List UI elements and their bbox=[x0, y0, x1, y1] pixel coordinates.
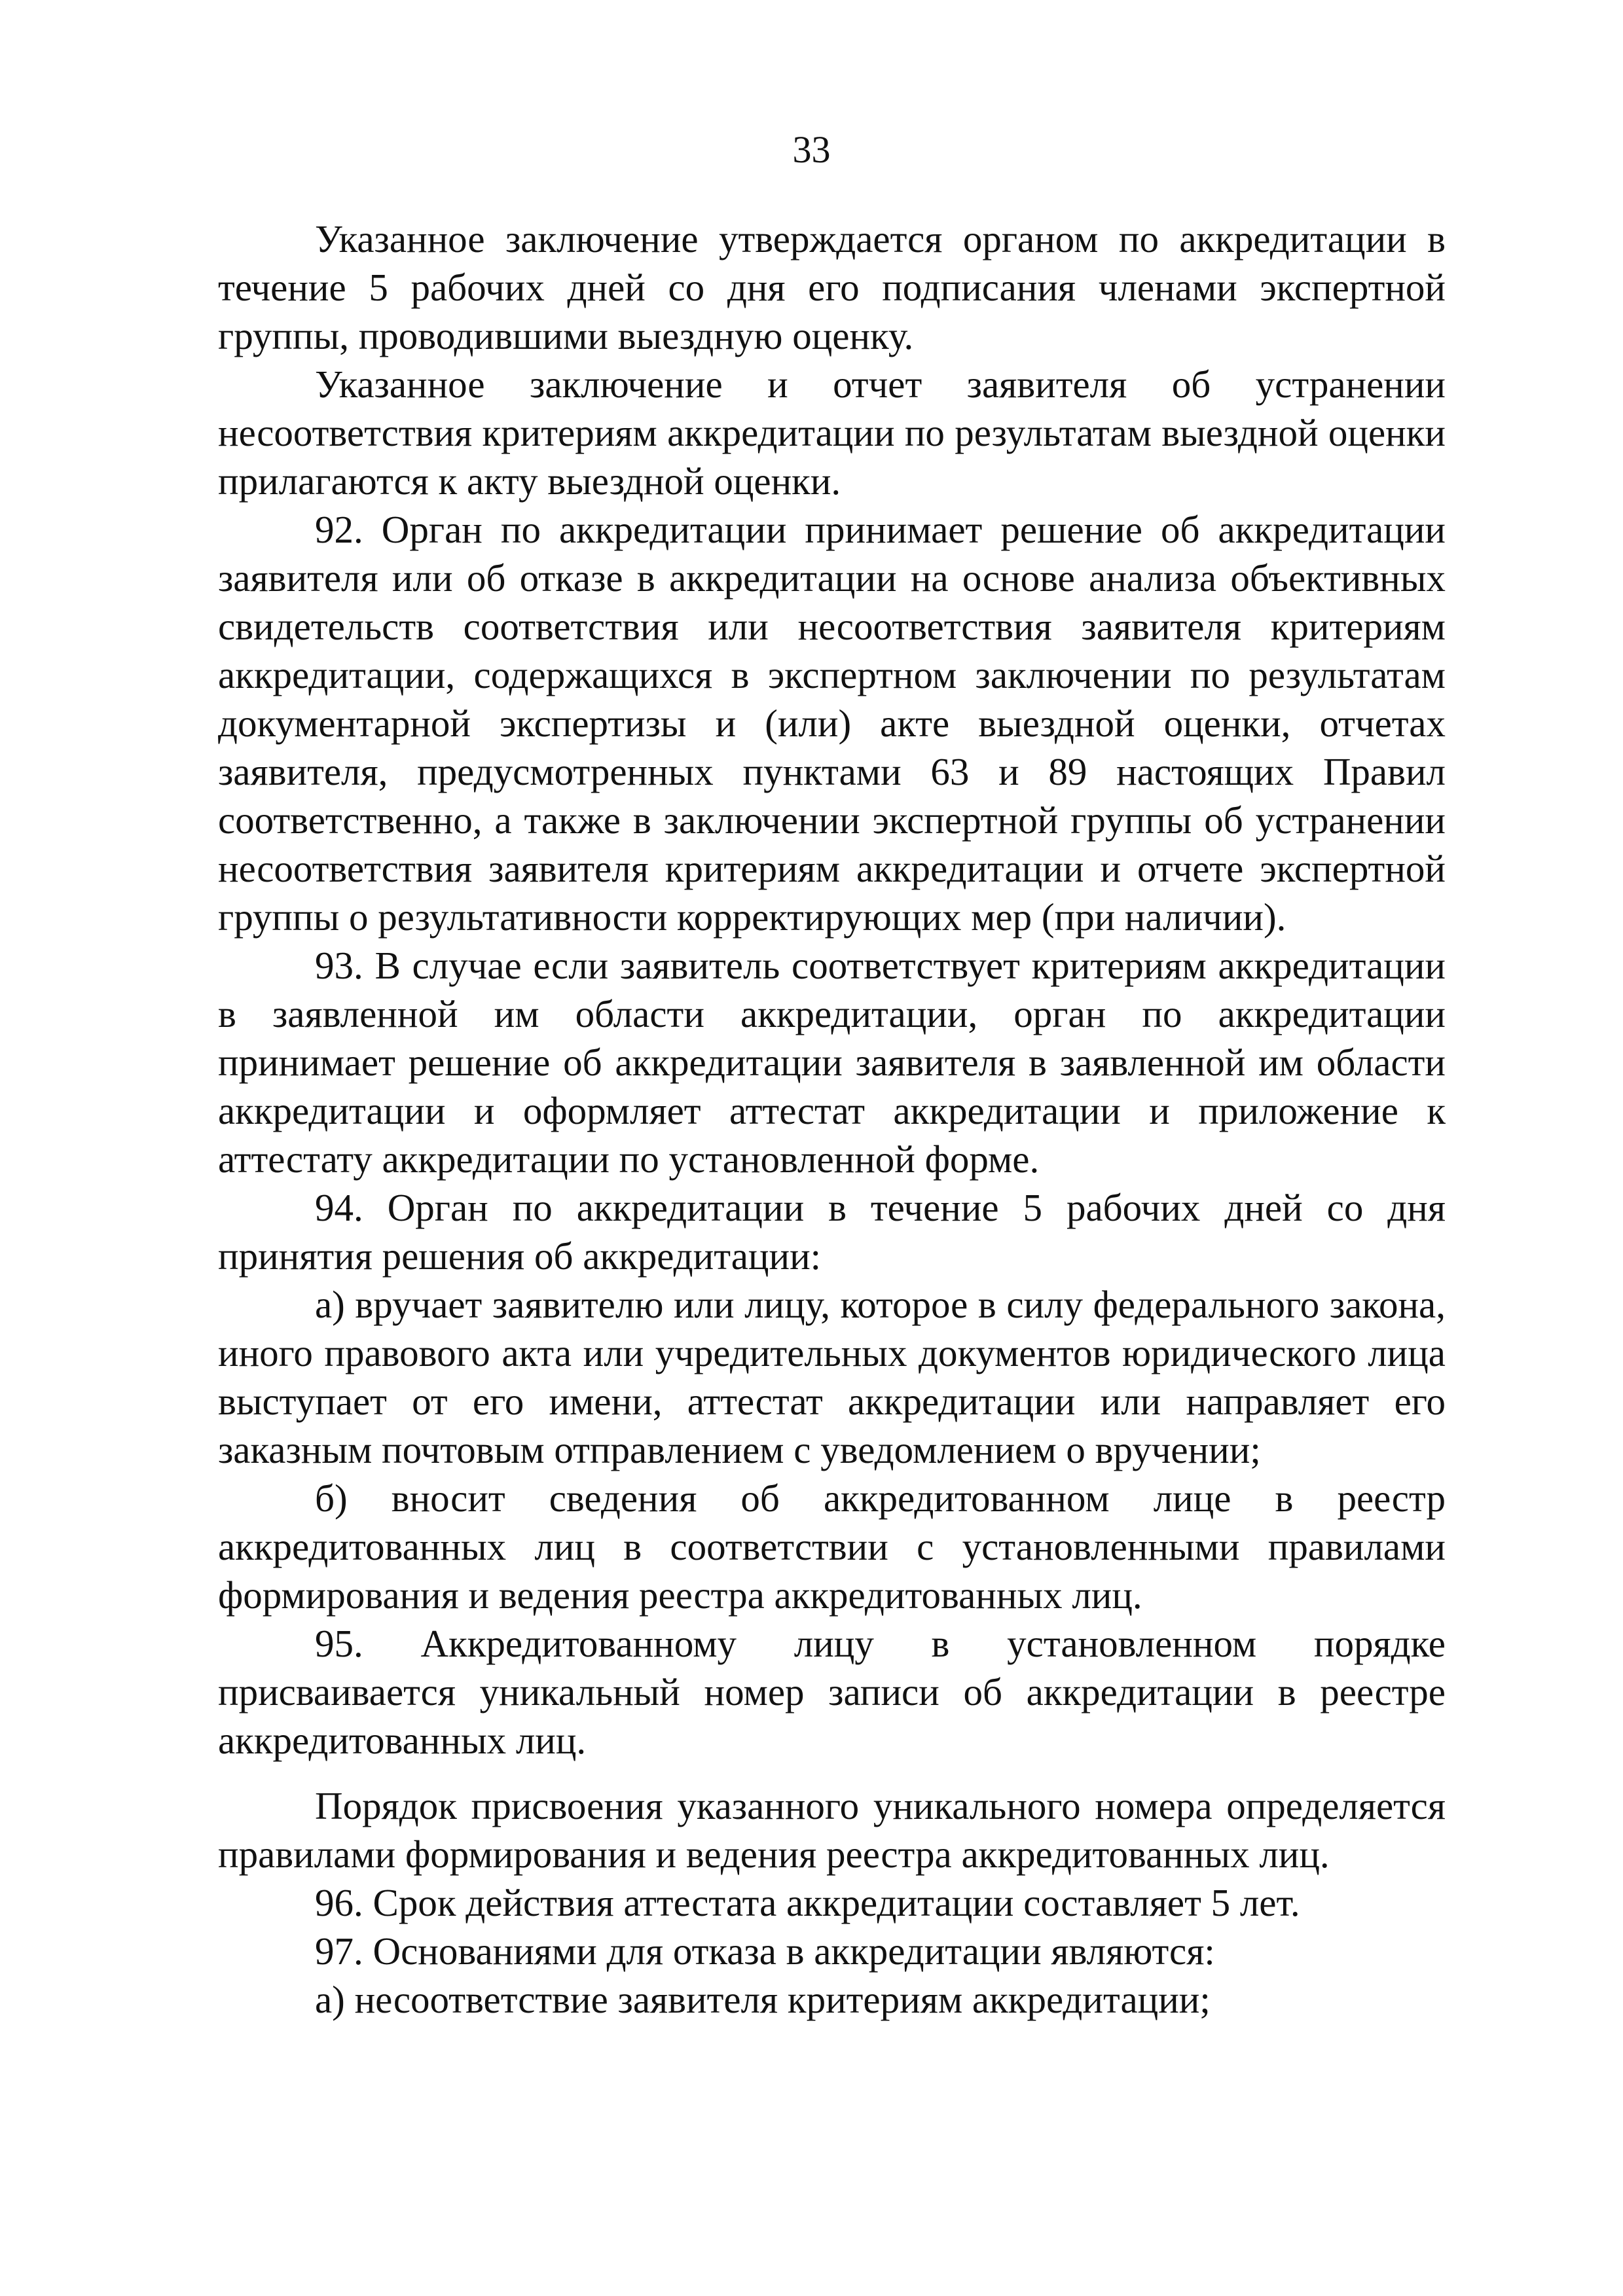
paragraph-clause-94-b: б) вносит сведения об аккредитованном лице в реестр аккредитованных лиц в соответствии с установленными правилами формирования и ведения реестра аккредитованных лиц. bbox=[218, 1477, 1446, 1617]
document-body bbox=[218, 215, 1446, 2024]
paragraph-clause-94: 94. Орган по аккредитации в течение 5 рабочих дней со дня принятия решения об аккредитации: bbox=[218, 1186, 1446, 1278]
paragraph-clause-93: 93. В случае если заявитель соответствует критериям аккредитации в заявленной им области аккредитации, орган по аккредитации принимает решение об аккредитации заявителя в заявленной им области аккредитации и оформляет аттестат аккредитации и приложение к аттестату аккредитации по установленной форме. bbox=[218, 944, 1446, 1181]
paragraph-clause-95: 95. Аккредитованному лицу в установленном порядке присваивается уникальный номер записи об аккредитации в реестре аккредитованных лиц. bbox=[218, 1622, 1446, 1762]
paragraph-number-assignment: Порядок присвоения указанного уникального номера определяется правилами формирования и ведения реестра аккредитованных лиц. bbox=[218, 1784, 1446, 1876]
paragraph-clause-97: 97. Основаниями для отказа в аккредитации являются: bbox=[315, 1929, 1215, 1973]
page-number: 33 bbox=[792, 128, 831, 171]
paragraph-conclusion-approval: Указанное заключение утверждается органом по аккредитации в течение 5 рабочих дней со дня его подписания членами экспертной группы, проводившими выездную оценку. bbox=[218, 217, 1446, 357]
paragraph-clause-96: 96. Срок действия аттестата аккредитации составляет 5 лет. bbox=[315, 1881, 1300, 1924]
paragraph-conclusion-attachment: Указанное заключение и отчет заявителя об устранении несоответствия критериям аккредитации по результатам выездной оценки прилагаются к акту выездной оценки. bbox=[218, 363, 1446, 503]
paragraph-clause-92: 92. Орган по аккредитации принимает решение об аккредитации заявителя или об отказе в аккредитации на основе анализа объективных свидетельств соответствия или несоответствия заявителя критериям аккредитации, содержащихся в экспертном заключении по результатам документарной экспертизы и (или) акте выездной оценки, отчетах заявителя, предусмотренных пунктами 63 и 89 настоящих Правил соответственно, а также в заключении экспертной группы об устранении несоответствия заявителя критериям аккредитации и отчете экспертной группы о результативности корректирующих мер (при наличии). bbox=[218, 508, 1446, 939]
paragraph-clause-94-a: а) вручает заявителю или лицу, которое в силу федерального закона, иного правового акта или учредительных документов юридического лица выступает от его имени, аттестат аккредитации или направляет его заказным почтовым отправлением с уведомлением о вручении; bbox=[218, 1283, 1446, 1471]
paragraph-clause-97-a: а) несоответствие заявителя критериям аккредитации; bbox=[315, 1978, 1211, 2021]
